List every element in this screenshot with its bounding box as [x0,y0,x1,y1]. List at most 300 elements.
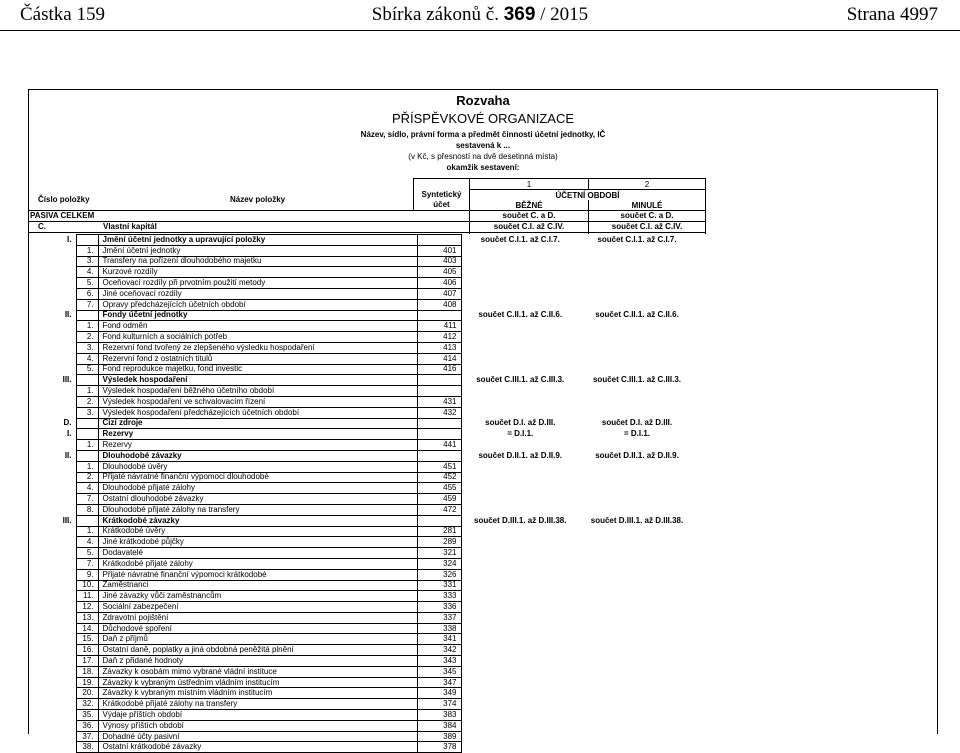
row-account: 413 [417,342,461,353]
row-name: Fond odměn [98,321,417,332]
row-current: součet C.III.1. až C.III.3. [476,375,565,385]
row-current [461,558,579,569]
header-page-number: Strana 4997 [846,4,938,25]
row-previous [579,537,695,548]
row-section-code [28,656,76,667]
row-number: 4. [76,483,98,494]
row-account: 406 [417,278,461,289]
row-section-code: III. [28,515,76,526]
col-current: BĚŽNÉ [515,201,543,210]
row-name: Daň z přidané hodnoty [98,656,417,667]
row-previous [579,710,695,721]
col-item-name: Název položky [230,195,286,204]
row-number: 37. [76,731,98,742]
row-section-code [28,299,76,310]
row-current [461,440,579,451]
row-number: 8. [76,504,98,515]
table-row [28,591,695,602]
row-current [461,720,579,731]
table-row [28,288,695,299]
row-number: 1. [76,526,98,537]
row-section-code [28,245,76,256]
row-previous: = D.I.1. [623,429,650,439]
row-name: Kurzové rozdíly [98,267,417,278]
row-previous [579,278,695,289]
row-number [76,375,98,386]
row-number: 16. [76,645,98,656]
row-number [76,418,98,429]
header-collection [0,4,960,26]
row-previous [579,288,695,299]
row-current [461,623,579,634]
row-number [76,450,98,461]
table-row [28,720,695,731]
row-name: Dohadné účty pasivní [98,731,417,742]
row-current [461,245,579,256]
row-previous [579,645,695,656]
form-subtitle: PŘÍSPĚVKOVÉ ORGANIZACE [391,111,575,126]
table-row [28,321,695,332]
row-account: 408 [417,299,461,310]
table-row [28,342,695,353]
row-current [461,612,579,623]
row-name: Přijaté návratné finanční výpomoci dlouhodobé [98,472,417,483]
row-number: 35. [76,710,98,721]
row-account: 331 [417,580,461,591]
row-number: 1. [76,386,98,397]
row-previous [579,483,695,494]
row-section-code [28,267,76,278]
row-account: 441 [417,440,461,451]
table-row [28,483,695,494]
row-account: 326 [417,569,461,580]
row-section-code [28,623,76,634]
row-previous [579,623,695,634]
row-account: 403 [417,256,461,267]
row-current [461,526,579,537]
row-number: 1. [76,440,98,451]
row-name: Krátkodobé přijaté zálohy na transfery [98,699,417,710]
row-number: 5. [76,548,98,559]
row-name: Výsledek hospodaření předcházejících účetních období [98,407,417,418]
row-current [461,504,579,515]
row-account: 407 [417,288,461,299]
row-name: Závazky k vybraným ústředním vládním institucím [98,677,417,688]
table-row [28,656,695,667]
row-current [461,569,579,580]
table-row [28,299,695,310]
row-account: 451 [417,461,461,472]
row-section-code [28,710,76,721]
row-account: 378 [417,742,461,753]
col-previous: MINULÉ [631,201,663,210]
row-current: součet C.II.1. až C.II.6. [478,310,563,320]
row-previous [579,256,695,267]
row-account: 337 [417,612,461,623]
row-name: Výnosy příštích období [98,720,417,731]
section-row [28,515,695,526]
row-number: 18. [76,666,98,677]
row-account: 374 [417,699,461,710]
row-previous [579,386,695,397]
row-account [417,310,461,321]
row-section-code [28,742,76,753]
row-number: 5. [76,278,98,289]
row-number: 12. [76,602,98,613]
table-row [28,677,695,688]
row-current [461,699,579,710]
row-current [461,342,579,353]
row-section-code [28,666,76,677]
row-previous [579,321,695,332]
total-liabilities-current: součet C. a D. [502,211,556,220]
row-number: 5. [76,364,98,375]
row-section-code [28,332,76,343]
row-account: 389 [417,731,461,742]
row-current: součet D.II.1. až D.II.9. [478,450,563,460]
row-current [461,580,579,591]
row-section-code [28,461,76,472]
row-account [417,386,461,397]
row-section-code [28,353,76,364]
table-row [28,278,695,289]
row-current [461,386,579,397]
equity-current: součet C.I. až C.IV. [493,222,565,231]
row-account: 347 [417,677,461,688]
row-number: 4. [76,353,98,364]
row-number [76,429,98,440]
row-current [461,677,579,688]
row-number: 9. [76,569,98,580]
row-number: 2. [76,332,98,343]
table-row [28,364,695,375]
row-name: Rezervní fond z ostatních titulů [98,353,417,364]
row-previous [579,494,695,505]
header-rule [0,30,960,31]
row-name: Závazky k vybraným místním vládním institucím [98,688,417,699]
row-account: 289 [417,537,461,548]
row-name: Dlouhodobé závazky [98,450,417,461]
section-row [28,375,695,386]
row-previous: součet C.II.1. až C.II.6. [595,310,679,320]
row-number: 10. [76,580,98,591]
table-row [28,699,695,710]
row-account: 414 [417,353,461,364]
row-current [461,396,579,407]
form-units-line: (v Kč, s přesností na dvě desetinná místa) [408,152,558,161]
table-row [28,537,695,548]
equity-code: C. [38,222,46,231]
row-number: 1. [76,245,98,256]
row-previous [579,656,695,667]
row-name: Fond reprodukce majetku, fond investic [98,364,417,375]
row-current [461,472,579,483]
row-section-code [28,494,76,505]
row-number: 13. [76,612,98,623]
row-account: 472 [417,504,461,515]
row-section-code: I. [28,429,76,440]
row-section-code [28,602,76,613]
row-section-code [28,558,76,569]
row-current [461,591,579,602]
table-row [28,645,695,656]
row-name: Výdaje příštích období [98,710,417,721]
row-current [461,364,579,375]
row-previous [579,602,695,613]
row-section-code: II. [28,450,76,461]
row-account: 383 [417,710,461,721]
row-name: Zaměstnanci [98,580,417,591]
row-account: 342 [417,645,461,656]
row-number: 7. [76,558,98,569]
row-section-code: II. [28,310,76,321]
row-name: Ostatní krátkodobé závazky [98,742,417,753]
row-section-code [28,699,76,710]
row-current: součet D.I. až D.III. [485,418,556,428]
row-current [461,688,579,699]
row-name: Cizí zdroje [98,418,417,429]
row-section-code: D. [28,418,76,429]
row-section-code [28,504,76,515]
header-line [28,232,705,233]
row-previous [579,353,695,364]
row-name: Dodavatelé [98,548,417,559]
row-section-code [28,569,76,580]
table-row [28,548,695,559]
header-collection-number: 369 [503,4,536,25]
row-name: Jmění účetní jednotky a upravující položky [98,235,417,246]
row-name: Sociální zabezpečení [98,602,417,613]
row-current [461,332,579,343]
section-row [28,450,695,461]
row-previous [579,342,695,353]
row-previous [579,526,695,537]
row-number: 4. [76,537,98,548]
row-number: 11. [76,591,98,602]
row-account [417,515,461,526]
row-account: 455 [417,483,461,494]
row-current [461,407,579,418]
row-current [461,256,579,267]
equity-previous: součet C.I. až C.IV. [611,222,683,231]
row-current [461,666,579,677]
row-name: Dlouhodobé přijaté zálohy [98,483,417,494]
table-row [28,558,695,569]
row-name: Rezervy [98,429,417,440]
row-number: 17. [76,656,98,667]
row-section-code [28,288,76,299]
total-liabilities-label: PASIVA CELKEM [30,211,95,220]
table-row [28,396,695,407]
table-row [28,407,695,418]
row-account: 281 [417,526,461,537]
row-number: 19. [76,677,98,688]
row-current [461,321,579,332]
row-section-code: I. [28,235,76,246]
row-account: 405 [417,267,461,278]
table-row [28,267,695,278]
row-previous [579,267,695,278]
row-previous [579,440,695,451]
row-section-code [28,483,76,494]
row-name: Dlouhodobé přijaté zálohy na transfery [98,504,417,515]
row-current [461,742,579,753]
row-name: Fondy účetní jednotky [98,310,417,321]
section-row [28,310,695,321]
row-current [461,461,579,472]
table-row [28,440,695,451]
row-section-code [28,634,76,645]
row-current: součet C.I.1. až C.I.7. [480,234,560,244]
row-name: Ostatní dlouhodobé závazky [98,494,417,505]
row-section-code [28,321,76,332]
row-section-code [28,612,76,623]
row-name: Krátkodobé úvěry [98,526,417,537]
row-account [417,450,461,461]
row-account: 401 [417,245,461,256]
table-row [28,602,695,613]
row-previous: součet D.II.1. až D.II.9. [595,450,679,460]
section-row [28,235,695,246]
row-account: 459 [417,494,461,505]
row-previous: součet D.III.1. až D.III.38. [590,515,684,525]
header-collection-year: / 2015 [540,4,589,25]
row-previous [579,407,695,418]
row-name: Fond kulturních a sociálních potřeb [98,332,417,343]
row-name: Jiné závazky vůči zaměstnancům [98,591,417,602]
row-previous [579,569,695,580]
row-current [461,537,579,548]
row-previous [579,612,695,623]
row-previous: součet C.I.1. až C.I.7. [597,234,677,244]
table-row [28,245,695,256]
row-section-code [28,396,76,407]
row-account: 324 [417,558,461,569]
row-number: 3. [76,342,98,353]
row-section-code [28,364,76,375]
row-number [76,310,98,321]
form-entity-line: Název, sídlo, právní forma a předmět činnosti účetní jednotky, IČ [360,130,606,139]
row-previous [579,580,695,591]
row-previous [579,677,695,688]
row-previous [579,504,695,515]
form-moment-line: okamžik sestavení: [446,163,520,172]
row-account: 432 [417,407,461,418]
row-account [417,418,461,429]
row-current [461,602,579,613]
row-account: 349 [417,688,461,699]
row-current: = D.I.1. [507,429,534,439]
row-previous [579,299,695,310]
col-item-number: Číslo položky [38,195,90,204]
col-account-1: Syntetický [421,190,462,199]
table-row [28,256,695,267]
col-period: ÚČETNÍ OBDOBÍ [555,191,620,200]
row-current [461,267,579,278]
row-account: 384 [417,720,461,731]
form-date-line: sestavená k ... [455,141,511,150]
row-name: Dlouhodobé úvěry [98,461,417,472]
page-header [0,0,960,30]
row-previous [579,688,695,699]
row-name: Daň z příjmů [98,634,417,645]
row-previous [579,742,695,753]
row-number: 7. [76,299,98,310]
table-row [28,332,695,343]
row-current [461,656,579,667]
row-name: Transfery na pořízení dlouhodobého majetku [98,256,417,267]
row-previous [579,666,695,677]
row-previous [579,558,695,569]
header-part: Částka 159 [20,4,105,25]
table-row [28,612,695,623]
row-name: Výsledek hospodaření ve schvalovacím řízení [98,396,417,407]
row-section-code [28,677,76,688]
row-number [76,235,98,246]
row-section-code [28,256,76,267]
row-account: 333 [417,591,461,602]
row-number: 2. [76,472,98,483]
row-account: 341 [417,634,461,645]
row-current [461,548,579,559]
row-number: 4. [76,267,98,278]
row-previous [579,699,695,710]
row-number: 6. [76,288,98,299]
table-row [28,353,695,364]
row-current [461,710,579,721]
row-current [461,299,579,310]
row-account: 452 [417,472,461,483]
row-section-code [28,645,76,656]
row-account [417,429,461,440]
row-number: 20. [76,688,98,699]
row-number: 2. [76,396,98,407]
total-liabilities-previous: součet C. a D. [620,211,674,220]
table-row [28,504,695,515]
section-row [28,429,695,440]
row-name: Přijaté návratné finanční výpomoci krátkodobé [98,569,417,580]
row-previous [579,472,695,483]
row-account: 338 [417,623,461,634]
row-name: Výsledek hospodaření běžného účetního období [98,386,417,397]
row-name: Ostatní daně, poplatky a jiná obdobná peněžitá plnění [98,645,417,656]
section-row [28,418,695,429]
row-number: 1. [76,461,98,472]
col-account-2: účet [433,200,450,209]
table-row [28,666,695,677]
row-account [417,375,461,386]
row-section-code [28,278,76,289]
row-section-code [28,386,76,397]
table-row [28,569,695,580]
row-account [417,235,461,246]
table-row [28,710,695,721]
row-section-code [28,472,76,483]
row-previous [579,332,695,343]
table-row [28,623,695,634]
row-name: Zdravotní pojištění [98,612,417,623]
row-name: Rezervy [98,440,417,451]
row-previous: součet D.I. až D.III. [601,418,673,428]
row-name: Důchodové spoření [98,623,417,634]
row-number: 3. [76,256,98,267]
row-number: 32. [76,699,98,710]
table-row [28,386,695,397]
row-account: 345 [417,666,461,677]
row-number [76,515,98,526]
table-row [28,580,695,591]
col-num-2: 2 [644,180,650,189]
